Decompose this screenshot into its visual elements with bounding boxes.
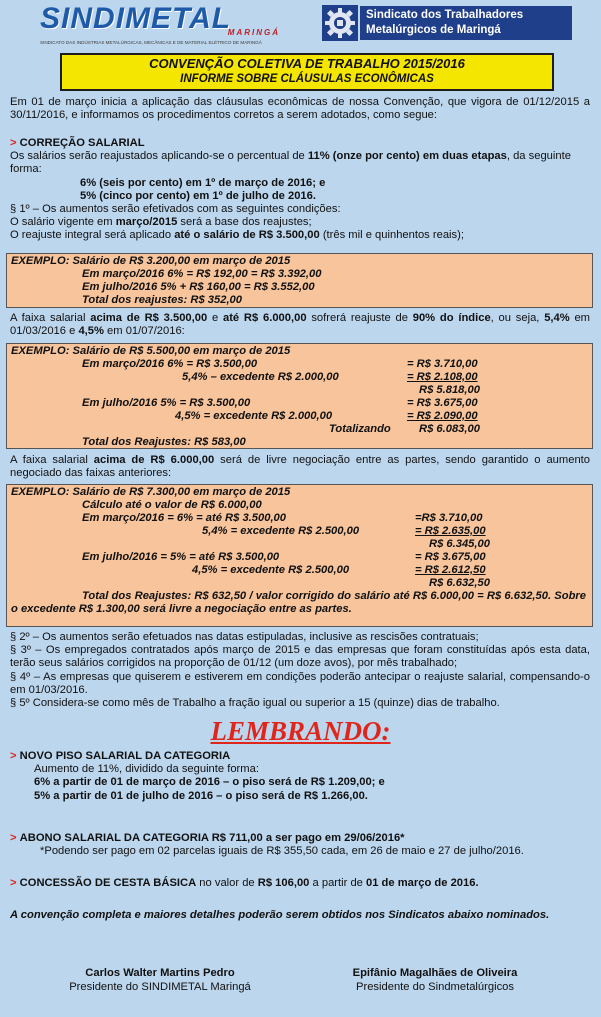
union-name-line1: Sindicato dos Trabalhadores <box>366 9 524 21</box>
correcao-section <box>10 137 590 243</box>
step-1 <box>10 177 590 190</box>
text-bold: acima de R$ 6.000,00 <box>93 454 215 466</box>
subtitle: INFORME SOBRE CLÁUSULAS ECONÔMICAS <box>180 73 434 85</box>
text-bold: 90% do índice <box>412 312 491 324</box>
text-bold: CONCESSÃO DE CESTA BÁSICA <box>19 877 197 889</box>
signature-name: Carlos Walter Martins Pedro <box>85 967 235 979</box>
example-2-total-label: Totalizando <box>329 423 391 435</box>
example-2-value: = R$ 2.090,00 <box>407 410 478 422</box>
sindimetal-logo <box>40 4 290 46</box>
example-3-subtotal: R$ 6.632,50 <box>429 577 490 589</box>
text: sofrerá reajuste de <box>306 312 413 324</box>
lembrando-heading: LEMBRANDO: <box>210 716 391 746</box>
example-box-3 <box>6 484 593 627</box>
cesta-section <box>10 877 590 890</box>
example-2-value: = R$ 3.710,00 <box>407 358 478 370</box>
example-box-1 <box>6 253 593 308</box>
example-3-value: =R$ 3.710,00 <box>415 512 483 524</box>
example-2-line: Em março/2016 6% = R$ 3.500,00 <box>82 358 258 370</box>
text: Os salários serão reajustados aplicando-se o percentual de <box>10 150 308 163</box>
example-2-line: 5,4% – excedente R$ 2.000,00 <box>182 371 339 383</box>
correcao-heading-line <box>10 137 590 150</box>
signature-role: Presidente do SINDIMETAL Maringá <box>69 980 251 993</box>
paragraph-4: § 4º – As empresas que quiserem e estiverem em condições poderão antecipar o reajuste salarial, compensando-o em 01/03/2016. <box>10 670 590 696</box>
abono-note: *Podendo ser pago em 02 parcelas iguais de R$ 355,50 cada, em 26 de maio e 27 de julho/2016. <box>40 845 524 858</box>
paragraph-2: § 2º – Os aumentos serão efetuados nas datas estipuladas, inclusive as rescisões contratuais; <box>10 631 479 643</box>
text-bold: R$ 106,00 <box>257 877 310 889</box>
abono-heading-line <box>10 832 590 845</box>
text-bold: março/2015 <box>115 216 178 229</box>
intro-paragraph: Em 01 de março inicia a aplicação das cláusulas econômicas de nossa Convenção, que vigora de 01/12/2015 a 30/11/2016, e informamos os procedimentos corretos a serem adotados, como segue: <box>10 96 590 122</box>
logo-city: MARINGÁ <box>227 28 280 37</box>
paragraph-3: § 3º – Os empregados contratados após março de 2015 e das empresas que foram constituídas após esta data, terão seus salários corrigidos na proporção de 01/12 (um doze avos), por mês trabalhado; <box>10 644 590 670</box>
piso-section <box>10 750 590 803</box>
signature-2 <box>305 967 565 994</box>
main-title: CONVENÇÃO COLETIVA DE TRABALHO 2015/2016 <box>149 56 465 71</box>
text-bold: 11% (onze por cento) <box>307 150 420 163</box>
example-2-line: Em julho/2016 5% = R$ 3.500,00 <box>82 397 251 409</box>
example-3-line: Cálculo até o valor de R$ 6.000,00 <box>82 499 262 511</box>
text: será a base dos reajustes; <box>177 216 312 229</box>
text: , ou seja, <box>490 312 545 324</box>
text: em 01/03/2016 e <box>10 312 591 338</box>
step-2 <box>10 190 590 203</box>
text: A faixa salarial <box>10 454 94 466</box>
paragraphs-section <box>10 631 590 710</box>
example-1-line: Em julho/2016 5% + R$ 160,00 = R$ 3.552,00 <box>82 281 315 293</box>
example-3-value: = R$ 2.635,00 <box>415 525 486 537</box>
text: em 01/07/2016: <box>103 325 185 338</box>
text-bold: acima de R$ 3.500,00 <box>90 312 208 324</box>
correcao-heading: CORREÇÃO SALARIAL <box>19 137 145 149</box>
text-bold: em duas etapas <box>419 150 507 163</box>
logo-tagline: SINDICATO DAS INDÚSTRIAS METALÚRGICAS, MECÂNICAS E DE MATERIAL ELÉTRICO DE MARINGÁ <box>40 40 262 45</box>
example-2-title: EXEMPLO: Salário de R$ 5.500,00 em março de 2015 <box>11 345 291 357</box>
piso-line <box>10 776 590 789</box>
example-1-title: EXEMPLO: Salário de R$ 3.200,00 em março de 2015 <box>11 255 291 267</box>
example-1-total: Total dos reajustes: R$ 352,00 <box>82 294 243 306</box>
condition-a <box>10 216 590 229</box>
paragraph-5: § 5º Considera-se como mês de Trabalho a fração igual ou superior a 15 (quinze) dias de trabalho. <box>10 697 500 710</box>
logo-name: SINDIMETAL <box>40 2 232 35</box>
example-3-value: = R$ 3.675,00 <box>415 551 486 563</box>
text-bold: 5% (cinco por cento) em 1º de julho de 2016. <box>80 189 316 202</box>
example-3-line: 5,4% = excedente R$ 2.500,00 <box>202 525 360 537</box>
signature-name: Epifânio Magalhães de Oliveira <box>352 967 518 979</box>
piso-line: Aumento de 11%, dividido da seguinte forma: <box>34 763 259 776</box>
text-bold: 5,4% <box>544 312 570 324</box>
abono-heading: ABONO SALARIAL DA CATEGORIA R$ 711,00 a ser pago em 29/06/2016* <box>19 832 405 844</box>
example-2-value: = R$ 2.108,00 <box>407 371 478 383</box>
text-bold: até o salário de R$ 3.500,00 <box>174 229 320 242</box>
header <box>0 0 601 50</box>
example-2-value: = R$ 3.675,00 <box>407 397 478 409</box>
example-3-subtotal: R$ 6.345,00 <box>429 538 490 550</box>
gear-icon <box>322 5 358 41</box>
example-3-line: 4,5% = excedente R$ 2.500,00 <box>192 564 350 576</box>
piso-line <box>10 790 590 803</box>
example-3-value: = R$ 2.612,50 <box>415 564 486 576</box>
text-bold: 6% a partir de 01 de março de 2016 – o piso será de R$ 1.209,00; e <box>34 776 385 789</box>
union-logo-box <box>360 6 572 40</box>
example-2-total: Total dos Reajustes: R$ 583,00 <box>82 436 246 448</box>
text-bold: até R$ 6.000,00 <box>222 312 307 324</box>
piso-heading-line <box>10 750 590 763</box>
example-1-line: Em março/2016 6% = R$ 192,00 = R$ 3.392,00 <box>82 268 322 280</box>
arrow-marker: > <box>10 877 17 889</box>
paragraph-1: § 1º – Os aumentos serão efetivados com as seguintes condições: <box>10 203 341 216</box>
example-3-line: Em março/2016 = 6% = até R$ 3.500,00 <box>82 512 286 524</box>
title-box <box>60 53 554 91</box>
example-2-subtotal: R$ 5.818,00 <box>419 384 480 396</box>
faixa-1-paragraph <box>10 312 590 338</box>
example-3-line: Em julho/2016 = 5% = até R$ 3.500,00 <box>82 551 280 563</box>
piso-heading: NOVO PISO SALARIAL DA CATEGORIA <box>19 750 231 762</box>
text: O reajuste integral será aplicado <box>10 229 175 242</box>
example-2-line: 4,5% = excedente R$ 2.000,00 <box>175 410 333 422</box>
text-bold: 6% (seis por cento) em 1º de março de 2016; e <box>80 176 326 189</box>
text: a partir de <box>309 877 366 889</box>
arrow-marker: > <box>10 137 17 149</box>
text: será de livre negociação entre as partes, sendo garantido o aumento negociado das faixas anteriores: <box>10 454 591 480</box>
arrow-marker: > <box>10 832 17 844</box>
text-bold: 5% a partir de 01 de julho de 2016 – o piso será de R$ 1.266,00. <box>34 789 368 802</box>
abono-section <box>10 832 590 858</box>
closing-note: A convenção completa e maiores detalhes poderão serem obtidos nos Sindicatos abaixo nominados. <box>10 909 550 921</box>
text-bold: 4,5% <box>78 325 104 338</box>
example-2-total-value: R$ 6.083,00 <box>419 423 480 435</box>
signature-1 <box>30 967 290 994</box>
correcao-p1 <box>10 150 590 176</box>
text: , da seguinte forma: <box>10 150 571 176</box>
example-box-2 <box>6 343 593 449</box>
text: e <box>207 312 223 324</box>
text: A faixa salarial <box>10 312 91 324</box>
faixa-2-paragraph <box>10 454 590 480</box>
signature-role: Presidente do Sindmetalúrgicos <box>356 980 514 993</box>
union-name-line2: Metalúrgicos de Maringá <box>366 24 501 36</box>
text: O salário vigente em <box>10 216 116 229</box>
text: (três mil e quinhentos reais); <box>319 229 464 242</box>
text-bold: 01 de março de 2016. <box>366 877 479 889</box>
condition-b <box>10 229 590 242</box>
example-3-title: EXEMPLO: Salário de R$ 7.300,00 em março de 2015 <box>11 486 291 498</box>
arrow-marker: > <box>10 750 17 762</box>
example-3-total: Total dos Reajustes: R$ 632,50 / valor corrigido do salário até R$ 6.000,00 = R$ 6.632,50. Sobre o excedente R$ 1.300,00 será livre a negociação entre as partes. <box>11 590 586 616</box>
text: no valor de <box>196 877 258 889</box>
